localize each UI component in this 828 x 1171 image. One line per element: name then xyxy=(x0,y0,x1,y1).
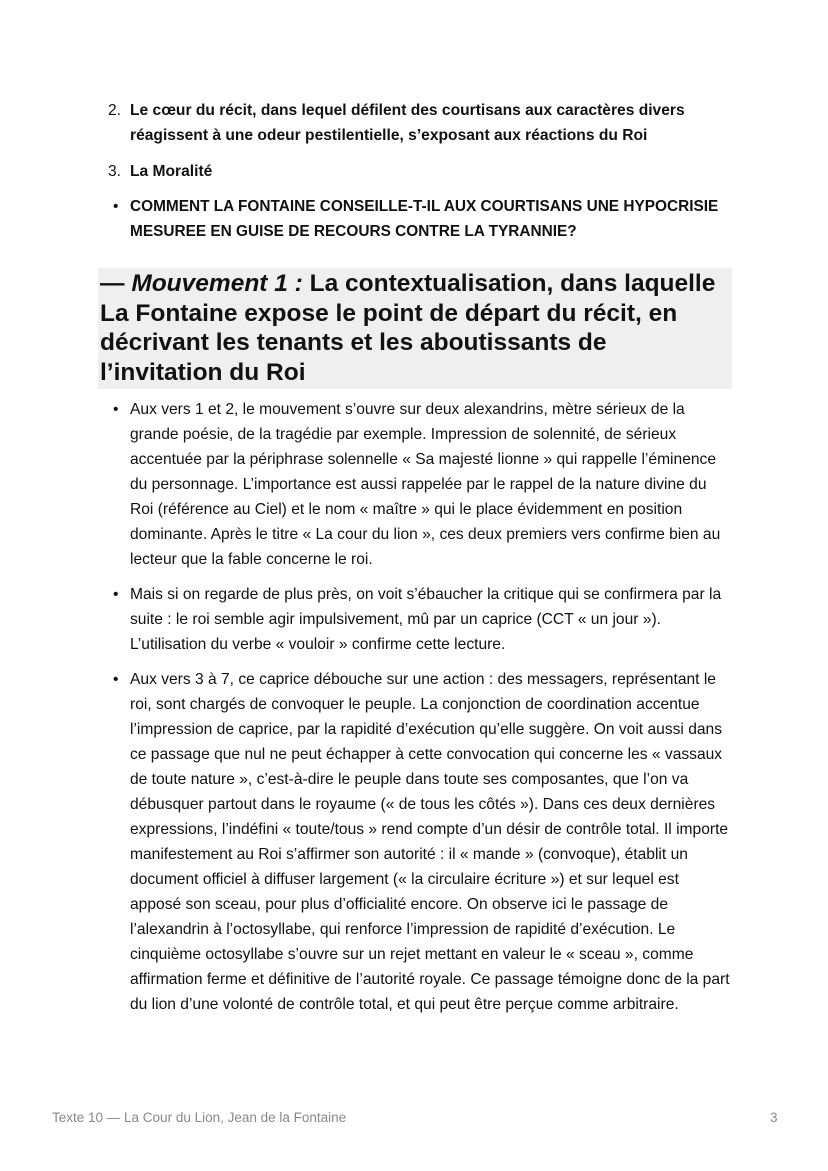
bullet-icon: • xyxy=(113,586,119,603)
problematic-item xyxy=(104,194,744,244)
outline-number: 3. xyxy=(108,163,122,180)
outline-text: Le cœur du récit, dans lequel défilent des courtisans aux caractères divers réagissent à une odeur pestilentielle, s’exposant aux réactions du Roi xyxy=(130,102,685,144)
analysis-item xyxy=(104,397,734,572)
heading-label: Mouvement 1 : xyxy=(131,270,303,297)
problematic-list xyxy=(104,194,744,244)
outline-text: La Moralité xyxy=(130,163,213,180)
problematic-text: COMMENT LA FONTAINE CONSEILLE-T-IL AUX COURTISANS UNE HYPOCRISIE MESUREE EN GUISE DE RECOURS CONTRE LA TYRANNIE? xyxy=(130,198,719,240)
analysis-text: Aux vers 1 et 2, le mouvement s’ouvre sur deux alexandrins, mètre sérieux de la grande poésie, de la tragédie par exemple. Impression de solennité, de sérieux accentuée par la périphrase solennelle « Sa majesté lionne » qui rappelle l’éminence du personnage. L’importance est aussi rappelée par le rappel de la nature divine du Roi (référence au Ciel) et le nom « maître » qui le place évidemment en position dominante. Après le titre « La cour du lion », ces deux premiers vers confirme bien au lecteur que la fable concerne le roi. xyxy=(130,401,721,568)
page-number: 3 xyxy=(770,1110,778,1125)
outline-item xyxy=(104,98,744,148)
analysis-list xyxy=(104,397,734,1027)
analysis-text: Aux vers 3 à 7, ce caprice débouche sur une action : des messagers, représentant le roi, sont chargés de convoquer le peuple. La conjonction de coordination accentue l’impression de caprice, par la rapidité d’exécution qu’elle suggère. On voit aussi dans ce passage que nul ne peut échapper à cette convocation qui concerne les « vassaux de toute nature », c’est-à-dire le peuple dans toute ses composantes, que l’on va débusquer partout dans le royaume (« de tous les côtés »). Dans ces deux dernières expressions, l’indéfini « toute/tous » rend compte d’un désir de contrôle total. Il importe manifestement au Roi s’affirmer son autorité : il « mande » (convoque), établit un document officiel à diffuser largement (« la circulaire écriture ») et sur lequel est apposé son sceau, pour plus d’officialité encore. On observe ici le passage de l’alexandrin à l’octosyllabe, qui renforce l’impression de rapidité d’exécution. Le cinquième octosyllabe s’ouvre sur un rejet mettant en valeur le « sceau », comme affirmation ferme et définitive de l’autorité royale. Ce passage témoigne donc de la part du lion d’une volonté de contrôle total, et qui peut être perçue comme arbitraire. xyxy=(130,671,730,1013)
analysis-text: Mais si on regarde de plus près, on voit s’ébaucher la critique qui se confirmera par la suite : le roi semble agir impulsivement, mû par un caprice (CCT « un jour »). L’utilisation du verbe « vouloir » confirme cette lecture. xyxy=(130,586,722,653)
heading-text: La contextualisation, dans laquelle La Fontaine expose le point de départ du récit, en décrivant les tenants et les aboutissants de l’invitation du Roi xyxy=(100,270,716,386)
heading-prefix: — xyxy=(100,270,132,297)
bullet-icon: • xyxy=(113,401,119,418)
footer-title: Texte 10 — La Cour du Lion, Jean de la Fontaine xyxy=(52,1110,347,1125)
section-heading xyxy=(98,268,732,389)
outline-list xyxy=(104,98,744,195)
outline-item xyxy=(104,159,744,184)
bullet-icon: • xyxy=(113,198,119,215)
bullet-icon: • xyxy=(113,671,119,688)
analysis-item xyxy=(104,582,734,657)
outline-number: 2. xyxy=(108,102,122,119)
analysis-item xyxy=(104,667,734,1017)
